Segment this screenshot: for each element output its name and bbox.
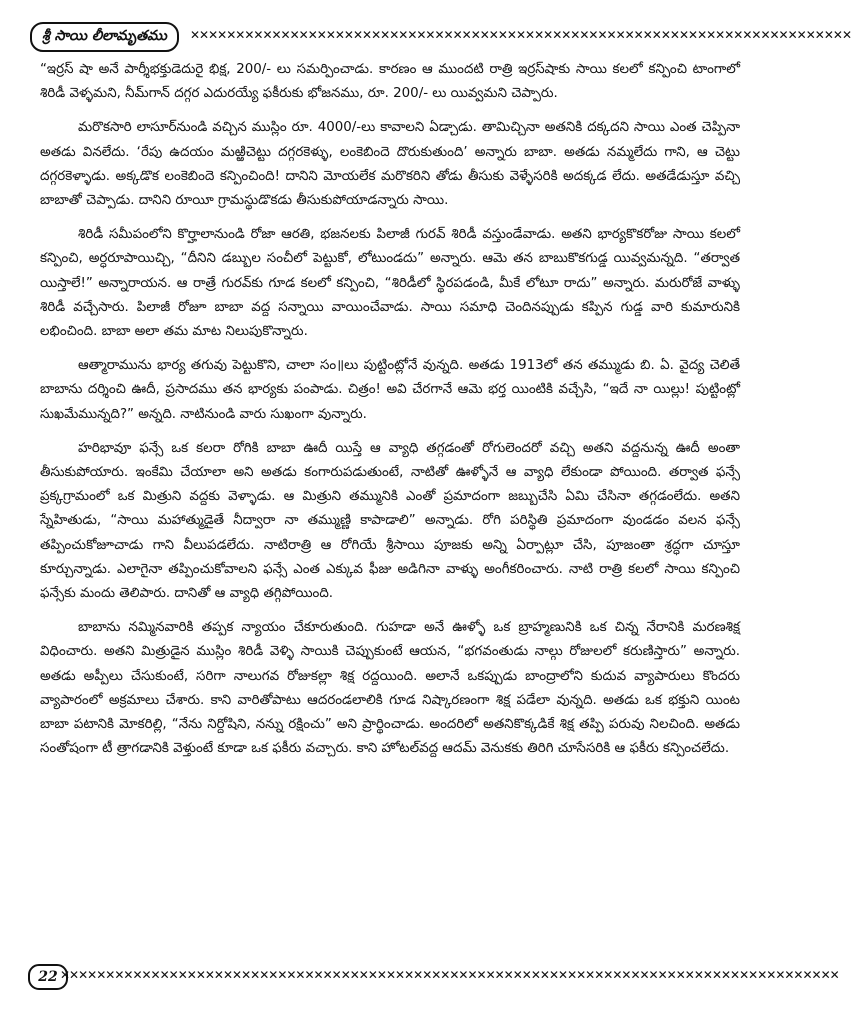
paragraph: బాబాను నమ్మినవారికి తప్పక న్యాయం చేకూరుతుంది. గుహడా అనే ఊళ్ళో ఒక బ్రాహ్మణునికి ఒక చిన్న నేరానికి మరణశిక్ష విధించారు. అతని మిత్రుడైన ముస్లిం శిరిడీ వెళ్ళి సాయికి చెప్పుకుంటే ఆయన, “భగవంతుడు నాల్గు రోజులలో కరుణిస్తారు” అన్నారు. అతడు అప్పీలు చేసుకుంటే, సరిగా నాలుగవ రోజుకల్లా శిక్ష రద్దయింది. అలానే ఒకప్పుడు బాంద్రాలోని కుదువ వ్యాపారులు కొందరు వ్యాపారంలో అక్రమాలు చేశారు. కాని వారితోపాటు ఆదరండలాలికి గూడ నిష్కారణంగా శిక్ష పడేలా వున్నది. అతడు ఒక భక్తుని యింట బాబా పటానికి మోకరిల్లి, “నేను నిర్దోషిని, నన్ను రక్షించు” అని ప్రార్థించాడు. అందరిలో అతనికొక్కడికే శిక్ష తప్పి పరువు నిలచింది. అతడు సంతోషంగా టీ త్రాగడానికి వెళ్తుంటే కూడా ఒక ఫకీరు వచ్చారు. కాని హోటల్‌వద్ద ఆదమ్ వెనుకకు తిరిగి చూసేసరికి ఆ ఫకీరు కన్పించలేదు. [40, 620, 740, 757]
paragraph: మరొకసారి లాసూర్‌నుండి వచ్చిన ముస్లిం రూ. 4000/-లు కావాలని ఏడ్చాడు. తామిచ్చినా అతనికి దక్కదని సాయి ఎంత చెప్పినా అతడు వినలేదు. ‘రేపు ఉదయం మఱ్ఱిచెట్టు దగ్గరకెళ్ళు, లంకెబిందె దొరుకుతుంది’ అన్నారు బాబా. అతడు నమ్మలేదు గాని, ఆ చెట్టు దగ్గరకెళ్ళాడు. అక్కడొక లంకెబిందె కన్పించింది! దానిని మోయలేక మరొకరిని తోడు తీసుకు వెళ్ళేసరికి అదక్కడ లేదు. అతడేడుస్తూ వచ్చి బాబాతో చెప్పాడు. దానిని రూయీ గ్రామస్థుడొకడు తీసుకుపోయాడన్నారు సాయి. [40, 120, 740, 209]
paragraph: ఆత్మారామును భార్య తగువు పెట్టుకొని, చాలా సం॥లు పుట్టింట్లోనే వున్నది. అతడు 1913లో తన తమ్ముడు బి. ఏ. వైద్య చెలితే బాబాను దర్శించి ఊదీ, ప్రసాదము తన భార్యకు పంపాడు. చిత్రం! అవి చేరగానే ఆమె భర్త యింటికి వచ్చేసి, “ఇదే నా యిల్లు! పుట్టింట్లో సుఖమేమున్నది?” అన్నది. నాటినుండి వారు సుఖంగా వున్నారు. [40, 358, 740, 422]
footer-ornament-border: ✕✕✕✕✕✕✕✕✕✕✕✕✕✕✕✕✕✕✕✕✕✕✕✕✕✕✕✕✕✕✕✕✕✕✕✕✕✕✕✕✕✕✕✕✕✕✕✕✕✕✕✕✕✕✕✕✕✕✕✕✕✕✕✕✕✕✕✕✕✕✕✕✕✕✕✕✕✕✕✕✕✕✕✕✕✕ [60, 968, 839, 982]
book-title: శ్రీ సాయి లీలామృతము [30, 22, 179, 52]
page-number: 22 [28, 964, 68, 990]
paragraph: “ఇర్రస్ షా అనే పార్శీభక్తుడెదురై భిక్ష, 200/- లు సమర్పించాడు. కారణం ఆ ముందటి రాత్రి ఇర్రస్‌షాకు సాయి కలలో కన్పించి టాంగాలో శిరిడీ వెళ్ళమని, నీమ్‌గాన్ దగ్గర ఎదురయ్యే ఫకీరుకు భోజనము, రూ. 200/- లు యివ్వమని చెప్పారు. [40, 62, 740, 102]
page-header [30, 22, 851, 52]
page-body [40, 58, 740, 771]
paragraph: శిరిడీ సమీపంలోని కొర్హాలానుండి రోజా ఆరతి, భజనలకు పిలాజీ గురవ్ శిరిడీ వస్తుండేవాడు. అతని భార్యకొకరోజు సాయి కలలో కన్పించి, అర్ధరూపాయిచ్చి, “దీనిని డబ్బుల సంచీలో పెట్టుకో, లోటుండదు” అన్నారు. ఆమె తన బాబుకొకగుడ్డ యివ్వమన్నది. “తర్వాత యిస్తాలే!” అన్నారాయన. ఆ రాత్రే గురవ్‌కు గూడ కలలో కన్పించి, “శిరిడీలో స్థిరపడండి, మీకే లోటూ రాదు” అన్నారు. మరురోజే వాళ్ళు శిరిడీ వచ్చేసారు. పిలాజీ రోజూ బాబా వద్ద సన్నాయి వాయించేవాడు. సాయి సమాధి చెందినప్పుడు కప్పిన గుడ్డ వారి కుమారునికి లభించింది. బాబా అలా తమ మాట నిలుపుకొన్నారు. [40, 227, 740, 340]
header-ornament-border: ✕✕✕✕✕✕✕✕✕✕✕✕✕✕✕✕✕✕✕✕✕✕✕✕✕✕✕✕✕✕✕✕✕✕✕✕✕✕✕✕✕✕✕✕✕✕✕✕✕✕✕✕✕✕✕✕✕✕✕✕✕✕✕✕✕✕✕✕✕✕✕✕✕ [190, 28, 851, 42]
paragraph: హరిభావూ ఫన్సే ఒక కలరా రోగికి బాబా ఊదీ యిస్తే ఆ వ్యాధి తగ్గడంతో రోగులెందరో వచ్చి అతని వద్దనున్న ఊదీ అంతా తీసుకుపోయారు. ఇంకేమి చేయాలా అని అతడు కంగారుపడుతుంటే, నాటితో ఊళ్ళోనే ఆ వ్యాధి లేకుండా పోయింది. తర్వాత ఫన్సే ప్రక్కగ్రామంలో ఒక మిత్రుని వద్దకు వెళ్ళాడు. ఆ మిత్రుని తమ్మునికి ఎంతో ప్రమాదంగా జబ్బుచేసి ఏమి చేసినా తగ్గడంలేదు. అతని స్నేహితుడు, “సాయి మహాత్ముడైతే నీద్వారా నా తమ్ముణ్ణి కాపాడాలి” అన్నాడు. రోగి పరిస్థితి ప్రమాదంగా వుండడం వలన ఫన్సే తప్పించుకోజూచాడు గాని వీలుపడలేదు. నాటిరాత్రి ఆ రోగియే శ్రీసాయి పూజకు అన్ని ఏర్పాట్లూ చేసి, పూజంతా శ్రద్ధగా చూస్తూ కూర్చున్నాడు. ఎలాగైనా తప్పించుకోవాలని ఫన్సే ఎంత ఎక్కువ ఫీజు అడిగినా వాళ్ళు అంగీకరించారు. నాటి రాత్రి కలలో సాయి కన్పించి ఫన్సేకు మందు తెలిపారు. దానితో ఆ వ్యాధి తగ్గిపోయింది. [40, 440, 740, 602]
